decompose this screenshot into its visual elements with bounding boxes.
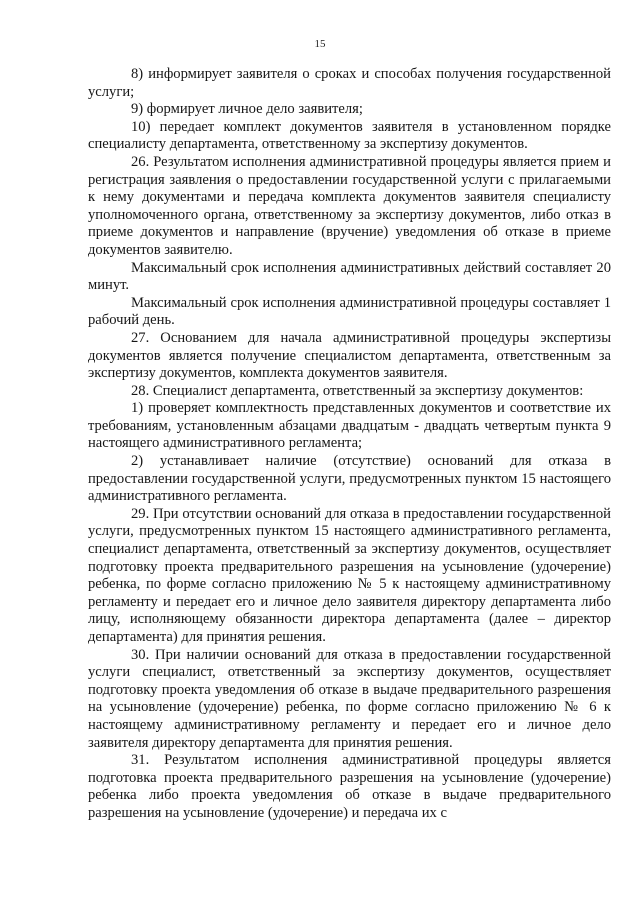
- clause-31: 31. Результатом исполнения административной процедуры является подготовка проекта предварительного разрешения на усыновление (удочерение) ребенка либо проекта уведомления об отказе в выдаче предварительного разрешения на усыновление (удочерение) и передача их с: [88, 752, 611, 821]
- clause-28-item-1: 1) проверяет комплектность представленных документов и соответствие их требованиям, установленным абзацами двадцатым - двадцать четвертым пункта 9 настоящего административного регламента;: [88, 400, 611, 452]
- document-body: [88, 66, 611, 823]
- clause-28: 28. Специалист департамента, ответственный за экспертизу документов:: [131, 382, 584, 399]
- list-item-8: 8) информирует заявителя о сроках и способах получения государственной услуги;: [88, 66, 611, 100]
- clause-29: 29. При отсутствии оснований для отказа в предоставлении государственной услуги, предусмотренных пунктом 15 настоящего административного регламента, специалист департамента, ответственный за экспертизу документов, осуществляет подготовку проекта предварительного разрешения на усыновление (удочерение) ребенка, по форме согласно приложению № 5 к настоящему административному регламенту и передает его и личное дело заявителя директору департамента либо лицу, исполняющему обязанности директора департамента (далее – директор департамента) для принятия решения.: [88, 505, 611, 645]
- list-item-10: 10) передает комплект документов заявителя в установленном порядке специалисту департамента, ответственному за экспертизу документов.: [88, 118, 611, 153]
- clause-30: 30. При наличии оснований для отказа в предоставлении государственной услуги специалист, ответственный за экспертизу документов, осуществляет подготовку проекта уведомления об отказе в выдаче предварительного разрешения на усыновление (удочерение) ребенка, по форме согласно приложению № 6 к настоящему административному регламенту и передает его и личное дело заявителя директору департамента для принятия решения.: [88, 646, 611, 751]
- max-time-procedure: Максимальный срок исполнения административной процедуры составляет 1 рабочий день.: [88, 294, 611, 329]
- page-number: 15: [314, 38, 326, 50]
- list-item-9: 9) формирует личное дело заявителя;: [131, 101, 363, 118]
- clause-27: 27. Основанием для начала административной процедуры экспертизы документов является получение специалистом департамента, ответственным за экспертизу документов, комплекта документов заявителя.: [88, 329, 611, 382]
- max-time-actions: Максимальный срок исполнения административных действий составляет 20 минут.: [88, 259, 611, 294]
- clause-28-item-2: 2) устанавливает наличие (отсутствие) оснований для отказа в предоставлении государственной услуги, предусмотренных пунктом 15 настоящего административного регламента.: [88, 453, 611, 505]
- clause-26: 26. Результатом исполнения административной процедуры является прием и регистрация заявления о предоставлении государственной услуги с прилагаемыми к нему документами и передача комплекта документов заявителя специалисту уполномоченного органа, ответственному за экспертизу документов, либо отказ в приеме документов и направление (вручение) уведомления об отказе в приеме документов заявителю.: [88, 153, 611, 258]
